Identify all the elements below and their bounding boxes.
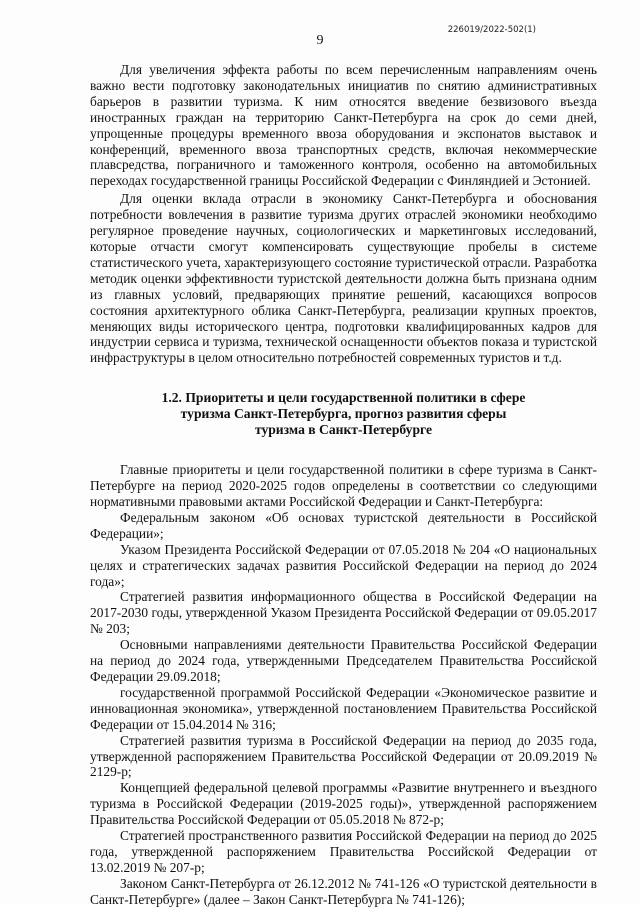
- list-item: Указом Президента Российской Федерации от 07.05.2018 № 204 «О национальных целях и стратегических задачах развития Российской Федерации на период до 2024 года»;: [90, 541, 597, 589]
- list-item: государственной программой Российской Федерации «Экономическое развитие и инновационная экономика», утвержденной постановлением Правительства Российской Федерации от 15.04.2014 № 316;: [90, 684, 597, 732]
- section-heading-line: туризма Санкт-Петербурга, прогноз развития сферы: [180, 406, 507, 422]
- list-item: Стратегией развития информационного общества в Российской Федерации на 2017-2030 годы, утвержденной Указом Президента Российской Федерации от 09.05.2017 № 203;: [90, 589, 597, 637]
- page-number: 9: [316, 33, 324, 48]
- document-registration-number: 226019/2022-502(1): [447, 25, 536, 35]
- list-item: Основными направлениями деятельности Правительства Российской Федерации на период до 2024 года, утвержденными Председателем Правительства Российской Федерации 29.09.2018;: [90, 637, 597, 684]
- list-item: Стратегией пространственного развития Российской Федерации на период до 2025 года, утвержденной распоряжением Правительства Российской Федерации от 13.02.2019 № 207-р;: [90, 828, 597, 875]
- list-item: Федеральным законом «Об основах туристской деятельности в Российской Федерации»;: [90, 509, 597, 541]
- section-heading-line: туризма в Санкт-Петербурге: [254, 422, 433, 438]
- list-item: Стратегией развития туризма в Российской Федерации на период до 2035 года, утвержденной распоряжением Правительства Российской Федерации от 20.09.2019 № 2129-р;: [90, 732, 597, 780]
- paragraph: Главные приоритеты и цели государственной политики в сфере туризма в Санкт-Петербурге на период 2020-2025 годов определены в соответствии со следующими нормативными правовыми актами Российской Федерации и Санкт-Петербурга:: [90, 462, 597, 510]
- paragraph: Для увеличения эффекта работы по всем перечисленным направлениям очень важно вести подготовку законодательных инициатив по снятию административных барьеров в развитии туризма. К ним относятся введение безвизового въезда иностранных граждан на территорию Санкт-Петербурга на срок до семи дней, упрощенные процедуры временного ввоза оборудования и экспонатов выставок и конференций, временного ввоза транспортных средств, включая некоммерческие плавсредства, пограничного и таможенного контроля, особенно на автомобильных переходах государственной границы Российской Федерации с Финляндией и Эстонией.: [90, 62, 597, 189]
- list-item: Законом Санкт-Петербурга от 26.12.2012 № 741-126 «О туристской деятельности в Санкт-Петербурге» (далее – Закон Санкт-Петербурга № 741-126);: [90, 875, 597, 907]
- paragraph: Для оценки вклада отрасли в экономику Санкт-Петербурга и обоснования потребности вовлечения в развитие туризма других отраслей экономики необходимо регулярное проведение научных, социологических и маркетинговых исследований, которые отчасти смогут компенсировать существующие пробелы в системе статистического учета, характеризующего состояние туристической отрасли. Разработка методик оценки эффективности туристской деятельности должна быть признана одним из главных условий, предваряющих принятие решений, касающихся вопросов состояния архитектурного облика Санкт-Петербурга, реализации крупных проектов, меняющих виды исторического центра, подготовки квалифицированных кадров для индустрии сервиса и туризма, технической оснащенности объектов показа и туристской инфраструктуры в целом относительно потребностей современных туристов и т.д.: [90, 191, 597, 366]
- document-body: [90, 62, 597, 908]
- section-heading: [90, 390, 597, 438]
- list-item: Концепцией федеральной целевой программы «Развитие внутреннего и въездного туризма в Российской Федерации (2019-2025 годы)», утвержденной распоряжением Правительства Российской Федерации от 05.05.2018 № 872-р;: [90, 780, 597, 828]
- section-heading-line: 1.2. Приоритеты и цели государственной политики в сфере: [161, 390, 526, 406]
